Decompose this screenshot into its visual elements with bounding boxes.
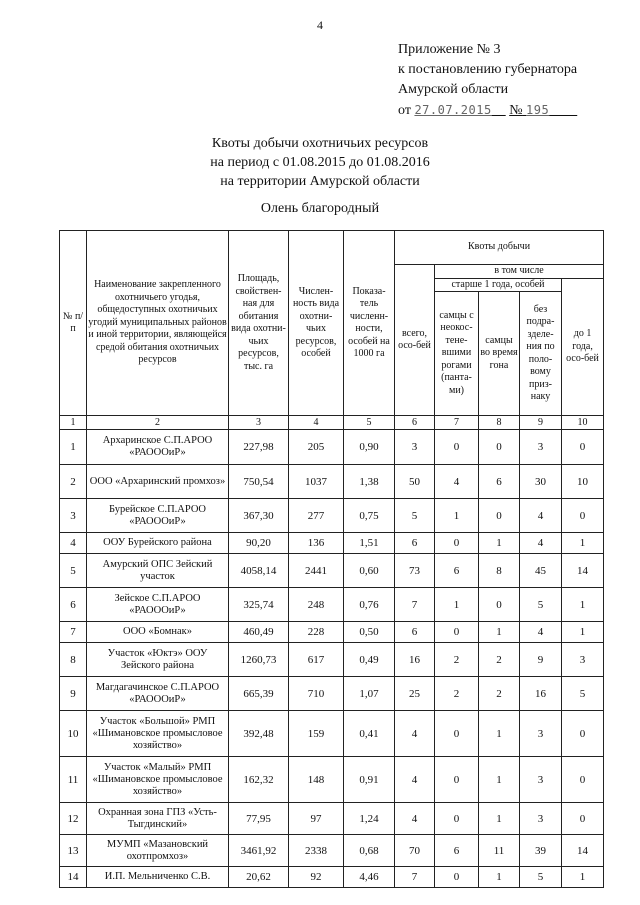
row-area: 392,48: [229, 711, 289, 757]
row-under1: 14: [562, 554, 604, 588]
row-males-rut: 2: [479, 677, 520, 711]
row-number: 7: [60, 622, 87, 643]
appendix-line-2: к постановлению губернатора: [398, 62, 578, 77]
header-older: старше 1 года, особей: [435, 278, 562, 292]
row-total: 73: [395, 554, 435, 588]
row-males-no-horns: 0: [435, 803, 479, 835]
row-population: 159: [289, 711, 344, 757]
row-number: 13: [60, 835, 87, 867]
column-number: 1: [60, 416, 87, 430]
row-population: 228: [289, 622, 344, 643]
row-males-no-horns: 0: [435, 533, 479, 554]
row-males-no-horns: 0: [435, 711, 479, 757]
row-no-sex: 3: [520, 803, 562, 835]
row-males-no-horns: 0: [435, 622, 479, 643]
row-index: 1,51: [344, 533, 395, 554]
row-under1: 14: [562, 835, 604, 867]
table-row: [60, 499, 604, 533]
header-including: в том числе: [435, 265, 604, 279]
row-name: Магдагачинское С.П.АРОО «РАОООиР»: [87, 677, 229, 711]
row-under1: 3: [562, 643, 604, 677]
row-males-no-horns: 0: [435, 757, 479, 803]
header-quotas: Квоты добычи: [395, 231, 604, 265]
column-number: 3: [229, 416, 289, 430]
appendix-date-line: [398, 100, 628, 121]
row-males-rut: 1: [479, 757, 520, 803]
row-population: 148: [289, 757, 344, 803]
row-no-sex: 9: [520, 643, 562, 677]
row-no-sex: 3: [520, 711, 562, 757]
row-area: 3461,92: [229, 835, 289, 867]
row-under1: 0: [562, 499, 604, 533]
row-number: 8: [60, 643, 87, 677]
row-males-no-horns: 6: [435, 554, 479, 588]
row-no-sex: 45: [520, 554, 562, 588]
header-under1: до 1 года, осо-бей: [562, 278, 604, 416]
row-area: 665,39: [229, 677, 289, 711]
table-row: [60, 554, 604, 588]
row-number: 4: [60, 533, 87, 554]
row-name: Участок «Малый» РМП «Шимановское промысловое хозяйство»: [87, 757, 229, 803]
table-row: [60, 465, 604, 499]
row-index: 0,50: [344, 622, 395, 643]
row-males-no-horns: 2: [435, 643, 479, 677]
table-row: [60, 677, 604, 711]
column-number-row: [60, 416, 604, 430]
row-total: 7: [395, 867, 435, 888]
row-males-no-horns: 0: [435, 867, 479, 888]
row-under1: 1: [562, 622, 604, 643]
row-total: 7: [395, 588, 435, 622]
column-number: 6: [395, 416, 435, 430]
row-index: 1,38: [344, 465, 395, 499]
row-name: Участок «Юктэ» ООУ Зейского района: [87, 643, 229, 677]
row-population: 248: [289, 588, 344, 622]
species-heading: Олень благородный: [260, 201, 380, 216]
column-number: 4: [289, 416, 344, 430]
row-index: 0,75: [344, 499, 395, 533]
row-number: 2: [60, 465, 87, 499]
row-number: 3: [60, 499, 87, 533]
row-population: 710: [289, 677, 344, 711]
number-value: 195: [526, 103, 550, 117]
row-males-no-horns: 2: [435, 677, 479, 711]
header-num: № п/п: [60, 231, 87, 416]
column-number: 2: [87, 416, 229, 430]
row-area: 1260,73: [229, 643, 289, 677]
header-males-no-horns: самцы с неокос-тене-вшими рогами (панта-ми): [435, 292, 479, 416]
row-under1: 1: [562, 867, 604, 888]
row-males-no-horns: 1: [435, 588, 479, 622]
row-population: 97: [289, 803, 344, 835]
row-no-sex: 3: [520, 757, 562, 803]
title-line-3: на территории Амурской области: [220, 174, 420, 189]
table-row: [60, 643, 604, 677]
row-under1: 1: [562, 588, 604, 622]
row-under1: 0: [562, 757, 604, 803]
row-area: 367,30: [229, 499, 289, 533]
row-index: 0,91: [344, 757, 395, 803]
row-index: 0,49: [344, 643, 395, 677]
row-total: 6: [395, 533, 435, 554]
appendix-line-1: Приложение № 3: [398, 42, 501, 57]
row-males-rut: 6: [479, 465, 520, 499]
row-area: 460,49: [229, 622, 289, 643]
row-number: 9: [60, 677, 87, 711]
row-area: 325,74: [229, 588, 289, 622]
table-row: [60, 867, 604, 888]
row-total: 5: [395, 499, 435, 533]
row-total: 16: [395, 643, 435, 677]
row-under1: 10: [562, 465, 604, 499]
row-area: 162,32: [229, 757, 289, 803]
row-males-rut: 2: [479, 643, 520, 677]
row-males-rut: 1: [479, 622, 520, 643]
row-no-sex: 16: [520, 677, 562, 711]
row-population: 92: [289, 867, 344, 888]
table-row: [60, 430, 604, 465]
table-row: [60, 835, 604, 867]
row-name: МУМП «Мазановский охотпромхоз»: [87, 835, 229, 867]
row-no-sex: 3: [520, 430, 562, 465]
row-name: Охранная зона ГПЗ «Усть-Тыгдинский»: [87, 803, 229, 835]
header-males-rut: самцы во время гона: [479, 292, 520, 416]
row-no-sex: 4: [520, 499, 562, 533]
table-row: [60, 588, 604, 622]
column-number: 7: [435, 416, 479, 430]
row-no-sex: 4: [520, 622, 562, 643]
row-no-sex: 30: [520, 465, 562, 499]
row-total: 4: [395, 757, 435, 803]
document-title: [0, 134, 640, 191]
table-row: [60, 803, 604, 835]
row-name: Участок «Большой» РМП «Шимановское промысловое хозяйство»: [87, 711, 229, 757]
header-area: Площадь, свойствен-ная для обитания вида охотни-чьих ресурсов, тыс. га: [229, 231, 289, 416]
row-males-rut: 0: [479, 430, 520, 465]
column-number: 9: [520, 416, 562, 430]
row-population: 1037: [289, 465, 344, 499]
row-total: 4: [395, 803, 435, 835]
row-index: 0,60: [344, 554, 395, 588]
table-row: [60, 757, 604, 803]
row-males-rut: 8: [479, 554, 520, 588]
row-total: 25: [395, 677, 435, 711]
column-number: 8: [479, 416, 520, 430]
row-males-rut: 0: [479, 588, 520, 622]
row-total: 70: [395, 835, 435, 867]
row-name: И.П. Мельниченко С.В.: [87, 867, 229, 888]
row-males-no-horns: 6: [435, 835, 479, 867]
row-name: Бурейское С.П.АРОО «РАОООиР»: [87, 499, 229, 533]
row-males-rut: 0: [479, 499, 520, 533]
row-population: 2338: [289, 835, 344, 867]
row-males-no-horns: 0: [435, 430, 479, 465]
row-population: 277: [289, 499, 344, 533]
row-index: 0,41: [344, 711, 395, 757]
table-row: [60, 711, 604, 757]
column-number: 5: [344, 416, 395, 430]
row-number: 14: [60, 867, 87, 888]
date-prefix: от: [398, 103, 411, 118]
row-number: 10: [60, 711, 87, 757]
row-name: ООО «Архаринский промхоз»: [87, 465, 229, 499]
row-number: 12: [60, 803, 87, 835]
row-area: 77,95: [229, 803, 289, 835]
row-no-sex: 5: [520, 588, 562, 622]
header-total: всего, осо-бей: [395, 265, 435, 416]
row-under1: 5: [562, 677, 604, 711]
row-population: 617: [289, 643, 344, 677]
date-value: 27.07.2015: [414, 103, 492, 117]
row-area: 750,54: [229, 465, 289, 499]
row-index: 0,68: [344, 835, 395, 867]
row-under1: 0: [562, 803, 604, 835]
row-index: 1,24: [344, 803, 395, 835]
row-area: 227,98: [229, 430, 289, 465]
row-name: Зейское С.П.АРОО «РАОООиР»: [87, 588, 229, 622]
title-line-2: на период с 01.08.2015 до 01.08.2016: [210, 155, 430, 170]
row-index: 4,46: [344, 867, 395, 888]
table-row: [60, 622, 604, 643]
column-number: 10: [562, 416, 604, 430]
row-number: 6: [60, 588, 87, 622]
row-males-rut: 1: [479, 803, 520, 835]
row-area: 4058,14: [229, 554, 289, 588]
row-males-no-horns: 1: [435, 499, 479, 533]
appendix-block: [398, 40, 628, 121]
row-area: 20,62: [229, 867, 289, 888]
row-name: ООО «Бомнак»: [87, 622, 229, 643]
row-total: 6: [395, 622, 435, 643]
row-index: 0,90: [344, 430, 395, 465]
row-no-sex: 4: [520, 533, 562, 554]
page-number: 4: [317, 18, 323, 32]
row-name: Архаринское С.П.АРОО «РАОООиР»: [87, 430, 229, 465]
row-under1: 1: [562, 533, 604, 554]
row-area: 90,20: [229, 533, 289, 554]
header-population: Числен-ность вида охотни-чьих ресурсов, особей: [289, 231, 344, 416]
row-index: 1,07: [344, 677, 395, 711]
title-line-1: Квоты добычи охотничьих ресурсов: [211, 136, 429, 151]
row-total: 50: [395, 465, 435, 499]
row-name: ООУ Бурейского района: [87, 533, 229, 554]
row-no-sex: 39: [520, 835, 562, 867]
header-index: Показа-тель численн-ности, особей на 1000 га: [344, 231, 395, 416]
row-population: 2441: [289, 554, 344, 588]
row-number: 11: [60, 757, 87, 803]
row-index: 0,76: [344, 588, 395, 622]
header-no-sex: без подра-зделе-ния по поло-вому приз-наку: [520, 292, 562, 416]
row-under1: 0: [562, 430, 604, 465]
header-name: Наименование закрепленного охотничьего угодья, общедоступных охотничьих угодий муниципальных районов и иной территории, являющейся средой обитания охотничьих ресурсов: [87, 231, 229, 416]
row-under1: 0: [562, 711, 604, 757]
row-no-sex: 5: [520, 867, 562, 888]
row-males-rut: 1: [479, 533, 520, 554]
row-name: Амурский ОПС Зейский участок: [87, 554, 229, 588]
row-males-rut: 11: [479, 835, 520, 867]
row-total: 4: [395, 711, 435, 757]
row-males-no-horns: 4: [435, 465, 479, 499]
row-population: 205: [289, 430, 344, 465]
row-number: 1: [60, 430, 87, 465]
appendix-line-3: Амурской области: [398, 82, 509, 97]
row-males-rut: 1: [479, 711, 520, 757]
row-number: 5: [60, 554, 87, 588]
number-prefix: №: [509, 103, 523, 118]
row-total: 3: [395, 430, 435, 465]
row-males-rut: 1: [479, 867, 520, 888]
table-row: [60, 533, 604, 554]
quota-table: [59, 230, 604, 888]
row-population: 136: [289, 533, 344, 554]
